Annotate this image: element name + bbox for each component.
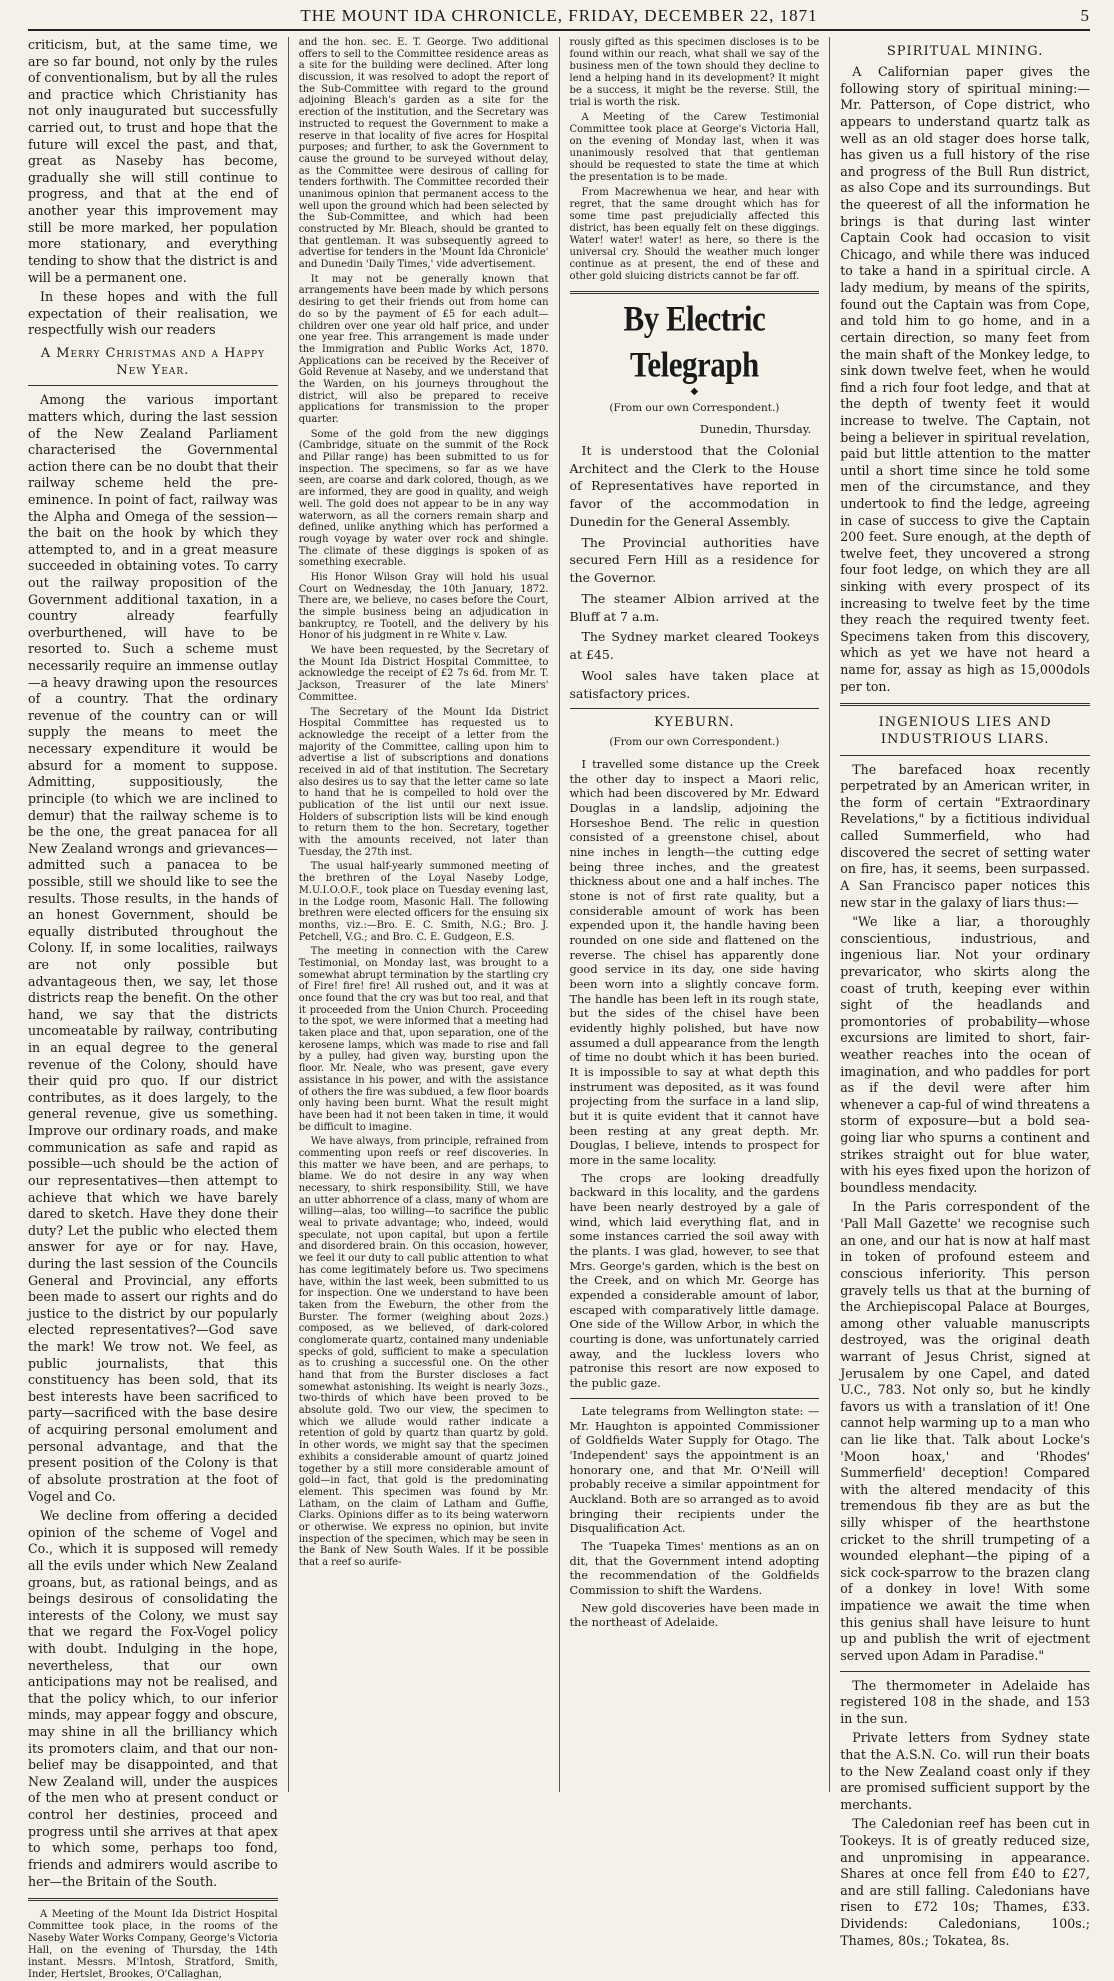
divider [840,703,1090,706]
news-paragraph: We have been requested, by the Secretary of the Mount Ida District Hospital Committee, to acknowledge the receipt of £2 7s 6d. from Mr. T. Jackson, Treasurer of the late Miners' Committee. [298,645,549,703]
column-separator [559,37,560,1792]
column-1 [28,37,278,1981]
columns [28,37,1090,1981]
telegraph-item: The Provincial authorities have secured Fern Hill as a residence for the Governor. [569,534,820,586]
spiritual-mining-paragraph: A Californian paper gives the following story of spiritual mining:—Mr. Patterson, of Cope district, who appears to understand quartz talk as well as an old stager does horse talk, has given us a full history of the rise and progress of the Bull Run district, as also Cope and its surroundings. But the queerest of all the information he brings is that during last winter Captain Cook had occasion to visit Chicago, and while there was induced to take a hand in a spiritual circle. A lady medium, by means of the spirits, found out the Captain was from Cope, and told him to go home, and in a certain direction, so many feet from the main shaft of the Monkey ledge, to sink down twelve feet, when he would find a rich four foot ledge, and that at the depth of twenty feet it would increase to twelve. The Captain, not being a believer in spiritual revelation, paid but little attention to the matter until a short time since he told some men of the circumstance, and they undertook to find the ledge, agreeing in case of success to give the Captain 200 feet. Sure enough, at the depth of twelve feet, they uncovered a strong four foot ledge, on which they are all sinking with every prospect of its increasing to twelve feet by the time they reach the required twenty feet. Specimens taken from this discovery, which as yet we have not heard a name for, assay as high as 15,000dols per ton. [840,64,1090,694]
divider [840,1671,1090,1672]
lies-paragraph: The barefaced hoax recently perpetrated by an American writer, in the form of certain "Extraordinary Revelations," by a fictitious individual called Summerfield, who had discovered the secret of setting water on fire, has, it seems, been surpassed. A San Francisco paper notices this new star in the galaxy of liars thus:— [840,761,1090,910]
divider [840,755,1090,756]
lies-paragraph: In the Paris correspondent of the 'Pall Mall Gazette' we recognise such an one, and our hat is now at half mast in token of profound esteem and conscious inferiority. This person gravely tells us that at the burning of the Archiepiscopal Palace at Bourges, among other valuable manuscripts destroyed, was the original death warrant of Jesus Christ, signed at Jerusalem by one Capel, and dated U.C., 783. Not only so, but he kindly favors us with a translation of it! One cannot help warming up to a man who can lie like that. Talk about Locke's 'Moon hoax,' and 'Rhodes' Summerfield' deception! Compared with the altered mendacity of this tremendous fib they are as but the silly whisper of the hearthstone cricket to the shrill trumpeting of a wounded elephant—the piping of a sick cock-sparrow to the brazen clang of a donkey in love! With some impatience we await the time when this genius shall have leisure to hunt up and publish the writ of ejectment served upon Adam in Paradise." [840,1199,1090,1663]
column-separator [829,37,830,1792]
column-3 [570,37,820,1792]
news-paragraph: and the hon. sec. E. T. George. Two additional offers to sell to the Committee residence areas as a site for the building were declined. After long discussion, it was resolved to adopt the report of the Sub-Committee with regard to the ground adjoining Bleach's garden as a site for the erection of the institution, and the Secretary was instructed to request the Government to make a reserve in that locality of five acres for Hospital purposes; and further, to ask the Government to cause the ground to be surveyed without delay, as the Committee were desirous of calling for tenders forthwith. The Committee recorded their unanimous opinion that permanent access to the well upon the ground which had been selected by the Sub-Committee, and which had been constructed by Mr. Bleach, should be granted to that gentleman. It was subsequently agreed to advertise for tenders in the 'Mount Ida Chronicle' and Dunedin 'Daily Times,' vide advertisement. [298,37,549,271]
masthead [28,6,1090,31]
news-paragraph: Some of the gold from the new diggings (Cambridge, situate on the summit of the Rock and Pillar range) has been submitted to us for inspection. The specimens, so far as we have seen, are coarse and dark colored, though, as we are informed, they are good in quality, and weigh well. The gold does not appear to be in any way waterworn, as all the corners remain sharp and defined, unlike anything which has performed a rough voyage by water over rock and shingle. The climate of these diggings is spoken of as something execrable. [298,428,549,569]
telegraph-item: The steamer Albion arrived at the Bluff at 7 a.m. [569,590,820,624]
kyeburn-byline: (From our own Correspondent.) [609,736,780,749]
news-paragraph: The Secretary of the Mount Ida District Hospital Committee has requested us to acknowledge the receipt of a letter from the majority of the Committee, calling upon him to advertise a list of subscriptions and donations received in aid of that institution. The Secretary also desires us to say that the letter came so late to hand that he is compelled to hold over the publication of the list until our next issue. Holders of subscription lists will be kind enough to return them to the hon. Secretary, together with the amounts received, not later than Tuesday, the 27th inst. [298,706,549,858]
christmas-greeting: A Merry Christmas and a Happy New Year. [40,345,266,379]
telegraph-item: The Sydney market cleared Tookeys at £45. [569,629,820,663]
news-paragraph: rously gifted as this specimen discloses is to be found within our reach, what shall we say of the business men of the town should they decline to lend a helping hand in its development? It might be a success, it might be the reverse. Still, the trial is worth the risk. [569,37,820,108]
news-paragraph: It may not be generally known that arrangements have been made by which persons desiring to get their friends out from home can do so by the payment of £5 for each adult—children over one year old half price, and under one year free. This arrangement is made under the Immigration and Public Works Act, 1870. Applications can be received by the Receiver of Gold Revenue at Naseby, and we understand that the Warden, on his journeys throughout the district, will also be prepared to receive applications for transmission to the proper quarter. [298,273,549,425]
news-paragraph: The meeting in connection with the Carew Testimonial, on Monday last, was brought to a somewhat abrupt termination by the startling cry of Fire! fire! fire! All rushed out, and it was at once found that the cry was but too real, and that it proceeded from the Union Church. Proceeding to the spot, we were informed that a meeting had taken place and that, upon separation, one of the kerosene lamps, which was made to rise and fall by a pulley, had given way, bursting upon the floor. Mr. Neale, who was present, gave every assistance in his power, and with the assistance of others the fire was subdued, a few floor boards only having been burnt. What the result might have been had it not been taken in time, it would be difficult to imagine. [298,946,549,1133]
news-paragraph: His Honor Wilson Gray will hold his usual Court on Wednesday, the 10th January, 1872. There are, we believe, no cases before the Court, the simple business being an adjudication in bankruptcy, re Tootell, and the delivery by his Honor of his judgment in re White v. Law. [298,571,549,642]
divider [28,1898,278,1901]
kyeburn-paragraph: I travelled some distance up the Creek the other day to inspect a Maori relic, which had been discovered by Mr. Edward Douglas in a landslip, adjoining the Horseshoe Bend. The relic in question consisted of a greenstone chisel, about nine inches in length—the cutting edge being three inches, and the greatest thickness about one and a half inches. The stone is not of first rate quality, but a considerable amount of work has been expended upon it, the handle having been rounded on one side and flattened on the reverse. The chisel has apparently done good service in its day, one side having been worn into a slightly concave form. The handle has been left in its rough state, but the sides of the chisel have been evidently highly polished, but have now assumed a dull appearance from the length of time no doubt which it has been buried. It is impossible to say at what depth this instrument was deposited, as it was found projecting from the surface in a land slip, but it is quite evident that it cannot have been resting at any great depth. Mr. Douglas, I believe, intends to prospect for more in the same locality. [569,757,820,1168]
ingenious-lies-heading: INGENIOUS LIES AND INDUSTRIOUS LIARS. [878,715,1052,748]
page-number: 5 [1080,6,1090,25]
railway-paragraph: Among the various important matters which, during the last session of the New Zealand Parliament characterised the Governmental action there can be no doubt that their railway scheme held the pre-eminence. In point of fact, railway was the Alpha and Omega of the session—the bait on the hook by which they attempted to, and in a great measure succeeded in obtaining votes. To carry out the railway proposition of the Government additional taxation, in a country already fearfully overburthened, will have to be resorted to. Such a scheme must necessarily require an immense outlay—a heavy drawing upon the resources of a country. That the ordinary revenue of the country can or will supply the means to meet the necessary expenditure it would be absurd for a moment to suppose. Admitting, suppositiously, the principle (to which we are inclined to demur) that the railway scheme is to be the one, the great panacea for all New Zealand wrongs and grievances—admitted such a panacea to be possible, still we should like to see the results. Those results, in the hands of an honest Government, should be equally distributed throughout the Colony. If, in some localities, railways are not only possible but advantageous then, we say, let those districts reap the benefit. On the other hand, we say that the districts uncomeatable by railway, contributing in an equal degree to the general revenue of the Colony, should have their quid pro quo. If our district contributes, as it does largely, to the general revenue, give us something. Improve our ordinary roads, and make communication as safe and rapid as possible—uch should be the action of our representatives—then attempt to achieve that which we have barely dared to sketch. Have they done their duty? Let the public who elected them answer for aye or for nay. Have, during the last session of the Councils General and Provincial, any efforts been made to assert our rights and do justice to the district by our popularly elected representatives?—God save the mark! We trow not. We feel, as public journalists, that this constituency has been sold, that its best interests have been sacrificed to party—sacrificed with the base desire of acquiring personal emolument and personal advantage, and that the present position of the Colony is that of absolute prostration at the foot of Vogel and Co. [28,392,278,1504]
spiritual-mining-heading: SPIRITUAL MINING. [886,44,1044,59]
news-item: Private letters from Sydney state that the A.S.N. Co. will run their boats to the New Zealand coast only if they are promised sufficient support by the merchants. [840,1730,1090,1812]
kyeburn-paragraph: The crops are looking dreadfully backward in this locality, and the gardens have been nearly destroyed by a gale of wind, which laid everything flat, and in some instances carried the soil away with the plants. I was glad, however, to see that Mrs. George's garden, which is the best on the Creek, and on which Mr. George has expended a considerable amount of labor, escaped with comparatively little damage. One side of the Willow Arbor, in which the courting is done, was unfortunately carried away, and the luckless lovers who patronise this resort are now exposed to the public gaze. [569,1171,820,1391]
column-separator [288,37,289,1792]
wellington-paragraph: New gold discoveries have been made in the northeast of Adelaide. [569,1601,820,1630]
ornament-icon: ◆ [690,385,699,397]
news-item: The thermometer in Adelaide has registered 108 in the shade, and 153 in the sun. [840,1677,1090,1726]
telegraph-byline: (From our own Correspondent.) [609,401,780,414]
divider [570,708,820,709]
masthead-title: THE MOUNT IDA CHRONICLE, FRIDAY, DECEMBER 22, 1871 [300,6,818,25]
railway-paragraph: We decline from offering a decided opinion of the scheme of Vogel and Co., which it is supposed will remedy all the evils under which New Zealand groans, but, as rational beings, and as beings desirous of consolidating the interests of the Colony, we must say that we regard the Fox-Vogel policy with doubt. Indulging in the hope, nevertheless, that our own anticipations may not be realised, and that the policy which, to our inferior minds, may appear foggy and obscure, may shine in all the brilliancy which its promoters claim, and that our non-belief may be disappointed, and that New Zealand will, under the auspices of the men who at present conduct or control her destinies, proceed and progress until she arrives at that apex to which some, perhaps too fond, friends and admirers would ascribe to her—the Britain of the South. [28,1508,278,1889]
column-4 [840,37,1090,1948]
divider [570,1398,820,1399]
editorial-paragraph: In these hopes and with the full expectation of their realisation, we respectfully wish our readers [28,289,278,338]
telegraph-item: It is understood that the Colonial Architect and the Clerk to the House of Representatives have reported in favor of the accommodation in Dunedin for the General Assembly. [569,442,820,529]
editorial-paragraph: criticism, but, at the same time, we are so far bound, not only by the rules of conventionalism, but by all the rules and practice which Christianity has not only inaugurated but successfully carried out, to trust and hope that the future will excel the past, and that, great as Naseby has become, gradually she will still continue to progress, and that at the end of another year this improvement may still be more marked, her population more stationary, and everything tending to show that the district is and will be a permanent one. [28,37,278,285]
news-paragraph: A Meeting of the Carew Testimonial Committee took place at George's Victoria Hall, on the evening of Monday last, when it was unanimously resolved that that gentleman should be requested to state the time at which the presentation is to be made. [569,112,820,183]
telegraph-item: Wool sales have taken place at satisfactory prices. [569,667,820,701]
wellington-paragraph: Late telegrams from Wellington state: — Mr. Haughton is appointed Commissioner of Goldfields Water Supply for Otago. The 'Independent' says the appointment is an honorary one, and that Mr. O'Neill will probably receive a similar appointment for Auckland. Both are so arranged as to avoid bringing their recipients under the Disqualification Act. [569,1404,820,1536]
news-item: The Caledonian reef has been cut in Tookeys. It is of greatly reduced size, and unpromising in appearance. Shares at once fell from £40 to £27, and are still falling. Caledonians have risen to £72 10s; Thames, £33. Dividends: Caledonians, 100s.; Thames, 80s.; Tokatea, 8s. [840,1816,1090,1948]
telegraph-dateline: Dunedin, Thursday. [699,423,812,437]
telegraph-heading: By Electric Telegraph [623,298,766,385]
news-paragraph: We have always, from principle, refrained from commenting upon reefs or reef discoveries. In this matter we have been, and are perhaps, to blame. We do not desire in any way when necessary, to shirk responsibility. Still, we have an utter abhorrence of a class, many of whom are willing—alas, too willing—to sacrifice the public weal to private advantage; who, indeed, would speculate, not upon capital, but upon a fertile and disordered brain. On this occasion, however, we feel it our duty to call public attention to what has come legitimately before us. Two specimens have, within the last week, been submitted to us for inspection. One we understand to have been taken from the Eweburn, the other from the Burster. The former (weighing about 2ozs.) composed, as we believed, of dark-colored conglomerate quartz, contained many undeniable specks of gold, sufficient to make a speculation as to crushing a successful one. On the other hand that from the Burster discloses a fact somewhat astonishing. Its weight is nearly 3ozs., two-thirds of which have been proved to be absolute gold. Two our view, the specimen to which we allude would rather indicate a retention of gold by quartz than quartz by gold. In other words, we might say that the specimen exhibits a considerable amount of quartz joined together by a still more considerable amount of gold—in fact, that gold is the predominating element. This specimen was found by Mr. Latham, on the claim of Latham and Guffie, Clarks. Opinions differ as to its being waterworn or otherwise. We express no opinion, but invite inspection of the specimen, which may be seen in the Bank of New South Wales. If it be possible that a reef so aurife- [298,1136,549,1568]
news-paragraph: The usual half-yearly summoned meeting of the brethren of the Loyal Naseby Lodge, M.U.I.O.O.F., took place on Tuesday evening last, in the Lodge room, Masonic Hall. The following brethren were elected officers for the ensuing six months, viz.:—Bro. E. C. Smith, N.G.; Bro. J. Petchell, V.G.; and Bro. C. E. Gudgeon, E.S. [298,861,549,943]
wellington-paragraph: The 'Tuapeka Times' mentions as an on dit, that the Government intend adopting the recommendation of the Goldfields Commission to shift the Wardens. [569,1539,820,1597]
divider [570,291,820,294]
news-paragraph: From Macrewhenua we hear, and hear with regret, that the same drought which has for some time past prejudicially affected this district, has been equally felt on these diggings. Water! water! water! as here, so there is the universal cry. Should the weather much longer continue as at present, the end of these and other gold sluicing districts cannot be far off. [569,187,820,282]
hospital-meeting-paragraph: A Meeting of the Mount Ida District Hospital Committee took place, in the rooms of the Naseby Water Works Company, George's Victoria Hall, on the evening of Thursday, the 14th instant. Messrs. M'Intosh, Stratford, Smith, Inder, Hertslet, Brookes, O'Callaghan, [28,1909,278,1981]
divider [28,385,278,386]
kyeburn-heading: KYEBURN. [654,715,735,731]
column-2 [299,37,549,1792]
lies-paragraph: "We like a liar, a thoroughly conscientious, industrious, and ingenious liar. Not your ordinary prevaricator, who skirts along the coast of truth, keeping ever within sight of the headlands and promontories of probability—whose excursions are limited to short, fair-weather reaches into the ocean of imagination, and who paddles for port as if the devil were after him whenever a cap-ful of wind threatens a storm of exposure—but a bold sea-going liar who spurns a continent and strikes straight out for blue water, with his eyes fixed upon the horizon of boundless mendacity. [840,914,1090,1195]
